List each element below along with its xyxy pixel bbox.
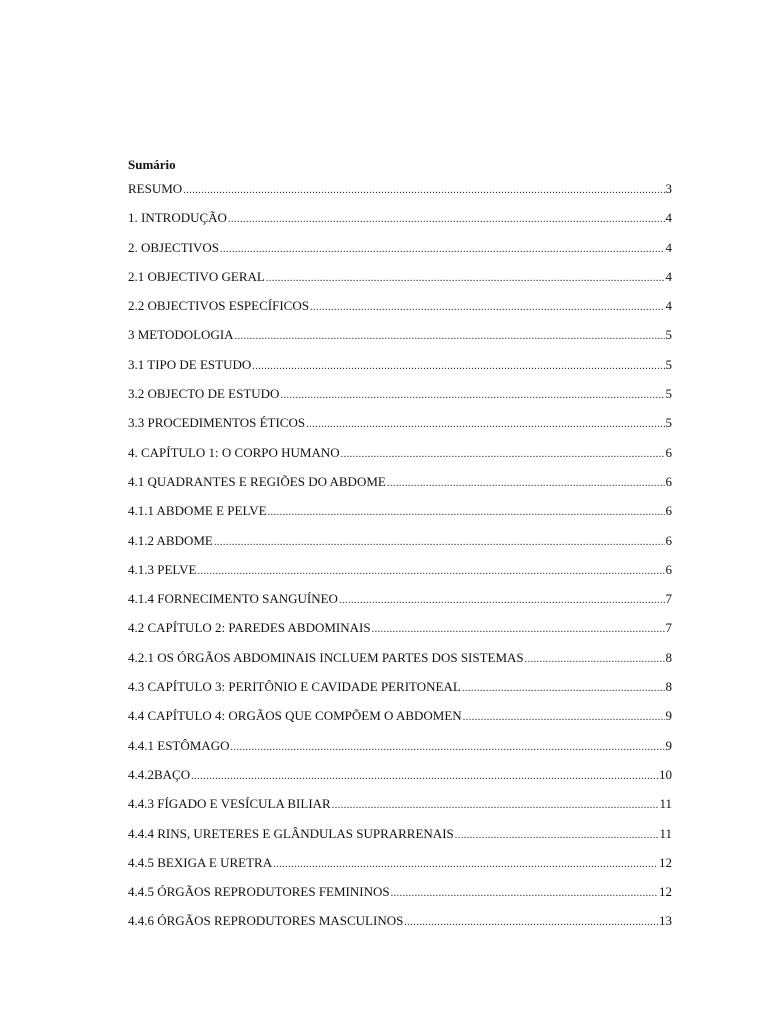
toc-entry[interactable] [128, 327, 672, 356]
toc-entry[interactable] [128, 913, 672, 942]
toc-entry-page-number: 9 [665, 737, 672, 753]
toc-entry-page-number: 5 [665, 356, 672, 372]
toc-entry[interactable] [128, 620, 672, 649]
toc-entry-label: 4.4 CAPÍTULO 4: ORGÃOS QUE COMPÕEM O ABDOMEN [128, 708, 462, 724]
toc-entry-page-number: 5 [665, 327, 672, 343]
toc-leader-dots [455, 828, 659, 844]
toc-leader-dots [230, 740, 664, 756]
toc-entry-label: 4.1 QUADRANTES E REGIÕES DO ABDOME [128, 473, 386, 489]
toc-entry[interactable] [128, 503, 672, 532]
toc-title: Sumário [128, 157, 176, 172]
toc-entry-page-number: 4 [665, 298, 672, 314]
toc-leader-dots [310, 300, 665, 316]
toc-entry[interactable] [128, 386, 672, 415]
toc-entry-page-number: 13 [659, 913, 672, 929]
toc-entry-label: 4.1.1 ABDOME E PELVE [128, 503, 267, 519]
toc-leader-dots [266, 271, 665, 287]
toc-entry-label: 2.1 OBJECTIVO GERAL [128, 268, 265, 284]
toc-entry-label: 3.3 PROCEDIMENTOS ÉTICOS [128, 415, 306, 431]
toc-leader-dots [191, 769, 658, 785]
toc-entry-label: 4.4.5 ÓRGÃOS REPRODUTORES FEMININOS [128, 884, 390, 900]
toc-entry[interactable] [128, 591, 672, 620]
toc-entry-page-number: 6 [665, 561, 672, 577]
toc-entry[interactable] [128, 855, 672, 884]
toc-entry-page-number: 8 [665, 679, 672, 695]
toc-entry[interactable] [128, 533, 672, 562]
toc-leader-dots [235, 329, 665, 345]
toc-leader-dots [214, 535, 665, 551]
toc-leader-dots [198, 564, 665, 580]
toc-entry-label: 3.2 OBJECTO DE ESTUDO [128, 386, 280, 402]
toc-leader-dots [339, 593, 665, 609]
toc-entry[interactable] [128, 826, 672, 855]
toc-entry-label: 1. INTRODUÇÃO [128, 210, 227, 226]
toc-entry-label: RESUMO [128, 181, 183, 196]
toc-entry[interactable] [128, 181, 672, 210]
toc-entry-page-number: 4 [665, 268, 672, 284]
toc-entry[interactable] [128, 240, 672, 269]
toc-entry[interactable] [128, 445, 672, 474]
toc-entry-page-number: 8 [665, 649, 672, 665]
toc-entry-label: 4.2 CAPÍTULO 2: PAREDES ABDOMINAIS [128, 620, 371, 636]
toc-entry-label: 4. CAPÍTULO 1: O CORPO HUMANO [128, 444, 340, 460]
toc-entry[interactable] [128, 269, 672, 298]
toc-leader-dots [391, 886, 658, 902]
toc-entry-label: 3.1 TIPO DE ESTUDO [128, 356, 252, 372]
toc-leader-dots [341, 447, 665, 463]
toc-entry-label: 4.2.1 OS ÓRGÃOS ABDOMINAIS INCLUEM PARTES DOS SISTEMAS [128, 649, 524, 665]
toc-entry[interactable] [128, 767, 672, 796]
toc-entry-page-number: 4 [665, 239, 672, 255]
toc-entry[interactable] [128, 210, 672, 239]
toc-list [128, 181, 672, 943]
toc-entry-label: 4.4.1 ESTÔMAGO [128, 737, 230, 753]
toc-entry-page-number: 6 [665, 532, 672, 548]
toc-entry-page-number: 4 [665, 210, 672, 226]
toc-entry-label: 2.2 OBJECTIVOS ESPECÍFICOS [128, 298, 309, 314]
toc-entry[interactable] [128, 357, 672, 386]
toc-leader-dots [280, 388, 664, 404]
toc-leader-dots [387, 476, 665, 492]
toc-leader-dots [183, 183, 664, 199]
toc-entry-page-number: 12 [659, 884, 672, 900]
toc-leader-dots [268, 505, 665, 521]
toc-entry-label: 4.1.2 ABDOME [128, 532, 213, 548]
toc-entry-page-number: 11 [659, 825, 672, 841]
toc-entry-label: 4.3 CAPÍTULO 3: PERITÔNIO E CAVIDADE PERITONEAL [128, 679, 461, 695]
toc-leader-dots [404, 915, 658, 931]
toc-leader-dots [463, 710, 665, 726]
toc-leader-dots [273, 857, 658, 873]
toc-entry-label: 4.4.5 BEXIGA E URETRA [128, 854, 273, 870]
toc-entry-page-number: 6 [665, 444, 672, 460]
toc-entry-label: 4.1.3 PELVE [128, 561, 197, 577]
toc-entry-label: 4.4.2BAÇO [128, 766, 191, 782]
toc-entry[interactable] [128, 415, 672, 444]
toc-entry-page-number: 11 [659, 796, 672, 812]
toc-entry-label: 2. OBJECTIVOS [128, 239, 220, 255]
toc-entry-page-number: 5 [665, 415, 672, 431]
toc-leader-dots [306, 417, 664, 433]
toc-leader-dots [462, 681, 665, 697]
toc-leader-dots [220, 242, 664, 258]
toc-entry-page-number: 6 [665, 503, 672, 519]
toc-entry[interactable] [128, 562, 672, 591]
toc-entry-page-number: 5 [665, 386, 672, 402]
toc-entry-page-number: 10 [659, 766, 672, 782]
toc-entry[interactable] [128, 708, 672, 737]
toc-leader-dots [332, 798, 659, 814]
toc-leader-dots [228, 212, 665, 228]
toc-entry[interactable] [128, 474, 672, 503]
toc-entry[interactable] [128, 298, 672, 327]
toc-entry[interactable] [128, 738, 672, 767]
toc-entry-label: 4.1.4 FORNECIMENTO SANGUÍNEO [128, 591, 338, 607]
toc-entry-label: 3 METODOLOGIA [128, 327, 234, 343]
toc-entry-label: 4.4.3 FÍGADO E VESÍCULA BILIAR [128, 796, 331, 812]
toc-entry-page-number: 7 [665, 620, 672, 636]
toc-entry-page-number: 6 [665, 473, 672, 489]
toc-entry-page-number: 9 [665, 708, 672, 724]
toc-leader-dots [372, 622, 665, 638]
toc-entry[interactable] [128, 679, 672, 708]
toc-entry[interactable] [128, 884, 672, 913]
toc-entry-page-number: 12 [659, 854, 672, 870]
toc-leader-dots [252, 359, 664, 375]
toc-entry-label: 4.4.4 RINS, URETERES E GLÂNDULAS SUPRARRENAIS [128, 825, 454, 841]
toc-entry-page-number: 7 [665, 591, 672, 607]
toc-entry[interactable] [128, 650, 672, 679]
toc-leader-dots [525, 652, 665, 668]
toc-entry-label: 4.4.6 ÓRGÃOS REPRODUTORES MASCULINOS [128, 913, 404, 929]
toc-entry-page-number: 3 [665, 181, 672, 196]
toc-entry[interactable] [128, 796, 672, 825]
